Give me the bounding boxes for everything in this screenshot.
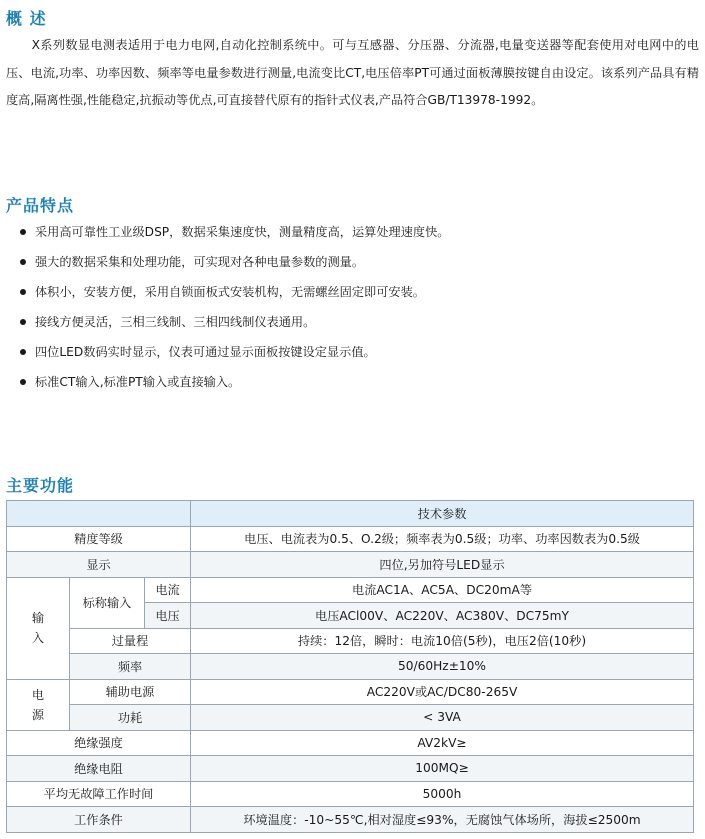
row-label: 绝缘电阻 [7,756,191,782]
header-empty-cell [7,501,191,527]
feature-list [20,222,449,402]
overview-text: X系列数显电测表适用于电力电网,自动化控制系统中。可与互感器、分压器、分流器,电量变送器等配套使用对电网中的电压、电流,功率、功率因数、频率等电量参数进行测量,电流变比CT,电压倍率PT可通过面板薄膜按键自由设定。该系列产品具有精度高,隔离性强,性能稳定,抗振动等优点,可直接替代原有的指针式仪表,产品符合GB/T13978-1992。 [6,38,699,107]
bullet-icon [20,319,26,325]
row-value: 100MQ≥ [191,756,694,782]
row-label: 精度等级 [7,526,191,552]
row-label: 电流 [145,577,191,603]
list-item [20,312,449,342]
sub-group-label: 标称输入 [70,577,145,628]
feature-text: 四位LED数码实时显示，仪表可通过显示面板按键设定显示值。 [35,345,376,359]
row-value: < 3VA [191,705,694,731]
table-row [7,628,694,654]
table-row [7,781,694,807]
list-item [20,222,449,252]
features-title: 产品特点 [6,196,75,215]
row-label: 频率 [70,654,191,680]
feature-text: 采用高可靠性工业级DSP，数据采集速度快，测量精度高，运算处理速度快。 [35,225,450,239]
feature-text: 接线方便灵活，三相三线制、三相四线制仪表通用。 [35,315,316,329]
row-value: 四位,另加符号LED显示 [191,552,694,578]
table-row [7,552,694,578]
bullet-icon [20,379,26,385]
row-label: 平均无故障工作时间 [7,781,191,807]
list-item [20,252,449,282]
bullet-icon [20,349,26,355]
spec-table [6,500,694,833]
overview-title: 概 述 [6,9,47,28]
group-label-input: 输 入 [7,577,70,679]
list-item [20,372,449,402]
table-row [7,526,694,552]
table-header-row [7,501,694,527]
list-item [20,282,449,312]
table-row [7,756,694,782]
feature-text: 体积小，安装方便，采用自锁面板式安装机构，无需螺丝固定即可安装。 [35,285,425,299]
row-value: AV2kV≥ [191,730,694,756]
row-label: 功耗 [70,705,191,731]
bullet-icon [20,229,26,235]
group-label-power: 电 源 [7,679,70,730]
row-label: 电压 [145,603,191,629]
row-value: 电压、电流表为0.5、O.2级；频率表为0.5级；功率、功率因数表为0.5级 [191,526,694,552]
row-value: 50/60Hz±10% [191,654,694,680]
row-label: 过量程 [70,628,191,654]
header-cell: 技术参数 [191,501,694,527]
row-label: 显示 [7,552,191,578]
bullet-icon [20,289,26,295]
table-row [7,577,694,603]
row-value: 电流AC1A、AC5A、DC20mA等 [191,577,694,603]
table-row [7,730,694,756]
row-label: 辅助电源 [70,679,191,705]
feature-text: 标准CT输入,标准PT输入或直接输入。 [35,375,241,389]
row-label: 绝缘强度 [7,730,191,756]
table-row [7,807,694,833]
row-value: 持续：12倍，瞬时：电流10倍(5秒)，电压2倍(10秒) [191,628,694,654]
row-value: AC220V或AC/DC80-265V [191,679,694,705]
table-row [7,679,694,705]
row-value: 环境温度：-10~55℃,相对湿度≤93%，无腐蚀气体场所，海拔≤2500m [191,807,694,833]
table-row [7,654,694,680]
table-row [7,705,694,731]
row-value: 电压ACl00V、AC220V、AC380V、DC75mY [191,603,694,629]
list-item [20,342,449,372]
functions-title: 主要功能 [6,476,75,495]
row-value: 5000h [191,781,694,807]
feature-text: 强大的数据采集和处理功能，可实现对各种电量参数的测量。 [35,255,365,269]
row-label: 工作条件 [7,807,191,833]
bullet-icon [20,259,26,265]
